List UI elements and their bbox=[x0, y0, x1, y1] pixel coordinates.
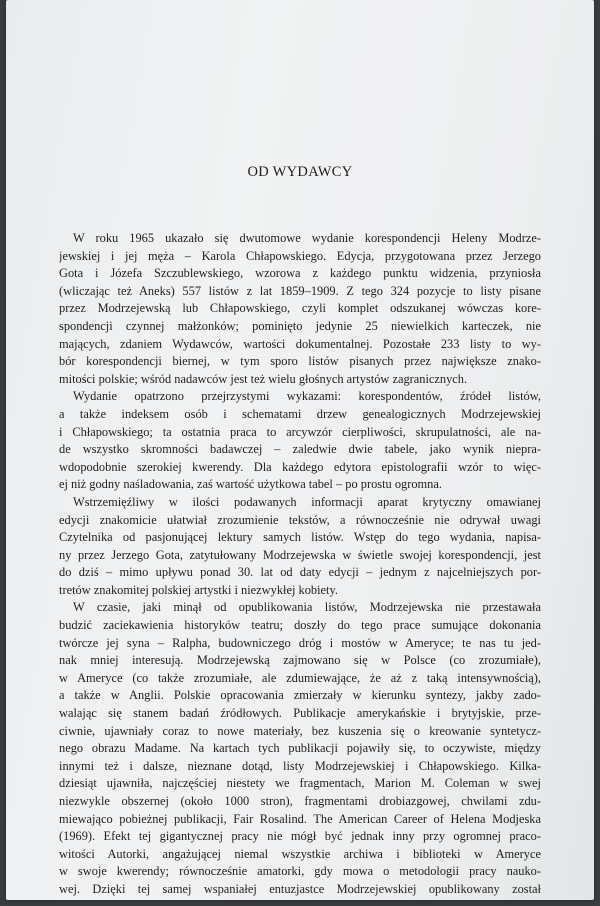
text-line: witości Autorki, angażującej niemal wszystkie archiwa i biblioteki w Ameryce bbox=[59, 846, 541, 861]
text-line: do dziś – mimo upływu ponad 30. lat od daty edycji – jednym z najcelniejszych por- bbox=[59, 565, 541, 580]
text-line: nego obrazu Madame. Na kartach tych publikacji pojawiły się, to oczywiste, między bbox=[59, 741, 541, 756]
text-line: de wszystko skromności badawczej – zaledwie dwie tabele, jako wynik niepra- bbox=[59, 442, 541, 457]
paragraph-2 bbox=[59, 388, 541, 494]
text-line: dziesiąt ujawniła, najczęściej niestety we fragmentach, Marion M. Coleman w swej bbox=[59, 776, 541, 791]
text-line: W czasie, jaki minął od opublikowania listów, Modrzejewska nie przestawała bbox=[73, 600, 541, 615]
body-text bbox=[59, 230, 541, 899]
text-line: W roku 1965 ukazało się dwutomowe wydanie korespondencji Heleny Modrze- bbox=[73, 231, 541, 245]
paragraph-1 bbox=[59, 230, 541, 388]
text-line: Gota i Józefa Szczublewskiego, wzorowa z każdego punktu widzenia, przyniosła bbox=[59, 266, 541, 281]
book-page bbox=[6, 0, 594, 900]
text-line: bór korespondencji biernej, w tym sporo listów pisanych przez największe znako- bbox=[59, 354, 541, 369]
text-line: ciwnie, ujawniały coraz to nowe materiały, bez kuszenia się o kreowanie syntetycz- bbox=[59, 723, 541, 738]
paragraph-3 bbox=[59, 494, 541, 600]
page-heading: OD WYDAWCY bbox=[247, 164, 353, 180]
text-line: i Chłapowskiego; ta ostatnia praca to arcywzór cierpliwości, skrupulatności, ale na- bbox=[59, 424, 541, 439]
text-line: edycji znakomicie ułatwiał zrozumienie tekstów, a równocześnie nie odrywał uwagi bbox=[59, 512, 541, 527]
text-line: w Ameryce (co także zrozumiałe, ale zdumiewające, że aż z taką intensywnością), bbox=[59, 670, 541, 685]
paragraph-4 bbox=[59, 599, 541, 898]
text-line: wej. Dzięki tej samej wspaniałej entuzjastce Modrzejewskiej opublikowany został bbox=[59, 881, 541, 896]
text-line: nak mniej interesują. Modrzejewską zajmowano się w Polsce (co zrozumiałe), bbox=[59, 653, 541, 668]
text-line: niezwykle obszernej (około 1000 stron), fragmentami drobiazgowej, chwilami zdu- bbox=[59, 794, 541, 808]
text-line: (1969). Efekt tej gigantycznej pracy nie mógł być jednak inny przy ogromnej praco- bbox=[59, 829, 541, 844]
text-line: mitości polskie; wśród nadawców jest też wielu głośnych artystów zagranicznych. bbox=[59, 371, 468, 386]
text-line: ny przez Jerzego Gota, zatytułowany Modrzejewska w świetle swojej korespondencji, jest bbox=[59, 547, 541, 562]
text-line: Wstrzemięźliwy w ilości podawanych informacji aparat krytyczny omawianej bbox=[73, 494, 541, 509]
text-line: a także w Anglii. Polskie opracowania zmierzały w kierunku syntezy, jakby zado- bbox=[59, 688, 541, 703]
text-line: miewająco pobieżnej publikacji, Fair Rosalind. The American Career of Helena Modjeska bbox=[59, 811, 541, 826]
text-line: walając się stanem badań źródłowych. Publikacje amerykańskie i brytyjskie, prze- bbox=[59, 706, 541, 721]
text-line: ej niż godny naśladowania, zaś wartość użytkowa tabel – po prostu ogromna. bbox=[59, 477, 442, 492]
text-line: a także indeksem osób i schematami drzew genealogicznych Modrzejewskiej bbox=[59, 406, 541, 421]
text-line: innymi też i dalsze, nieznane dotąd, listy Modrzejewskiej i Chłapowskiego. Kilka- bbox=[59, 758, 541, 773]
text-line: spondencji czynnej małżonków; pominięto jedynie 25 niewielkich karteczek, nie bbox=[59, 318, 541, 333]
text-line: Czytelnika od pasjonującej lektury samych listów. Wstęp do tego wydania, napisa- bbox=[59, 530, 541, 545]
text-line: (wliczając też Aneks) 557 listów z lat 1859–1909. Z tego 324 pozycje to listy pisane bbox=[59, 283, 541, 298]
text-line: twórcze jej syna – Ralpha, budowniczego dróg i mostów w Ameryce; te nas tu jed- bbox=[59, 635, 541, 650]
text-line: wdopodobnie szerokiej kwerendy. Dla każdego edytora epistolografii wzór to więc- bbox=[59, 459, 541, 474]
text-line: tretów znakomitej polskiej artystki i niezwykłej kobiety. bbox=[59, 582, 338, 597]
text-line: przez Modrzejewską lub Chłapowskiego, czyli komplet odszukanej wówczas kore- bbox=[59, 301, 541, 316]
text-line: w swoje kwerendy; równocześnie amatorki, gdy mowa o metodologii pracy nauko- bbox=[59, 864, 541, 879]
text-line: Wydanie opatrzono przejrzystymi wykazami: korespondentów, źródeł listów, bbox=[73, 389, 541, 404]
text-line: mających, zdaniem Wydawców, wartości dokumentalnej. Pozostałe 233 listy to wy- bbox=[59, 336, 541, 351]
text-line: jewskiej i jej męża – Karola Chłapowskiego. Edycja, przygotowana przez Jerzego bbox=[59, 248, 541, 263]
text-line: budzić zaciekawienia historyków teatru; doszły do tego prace sumujące dokonania bbox=[59, 618, 541, 633]
